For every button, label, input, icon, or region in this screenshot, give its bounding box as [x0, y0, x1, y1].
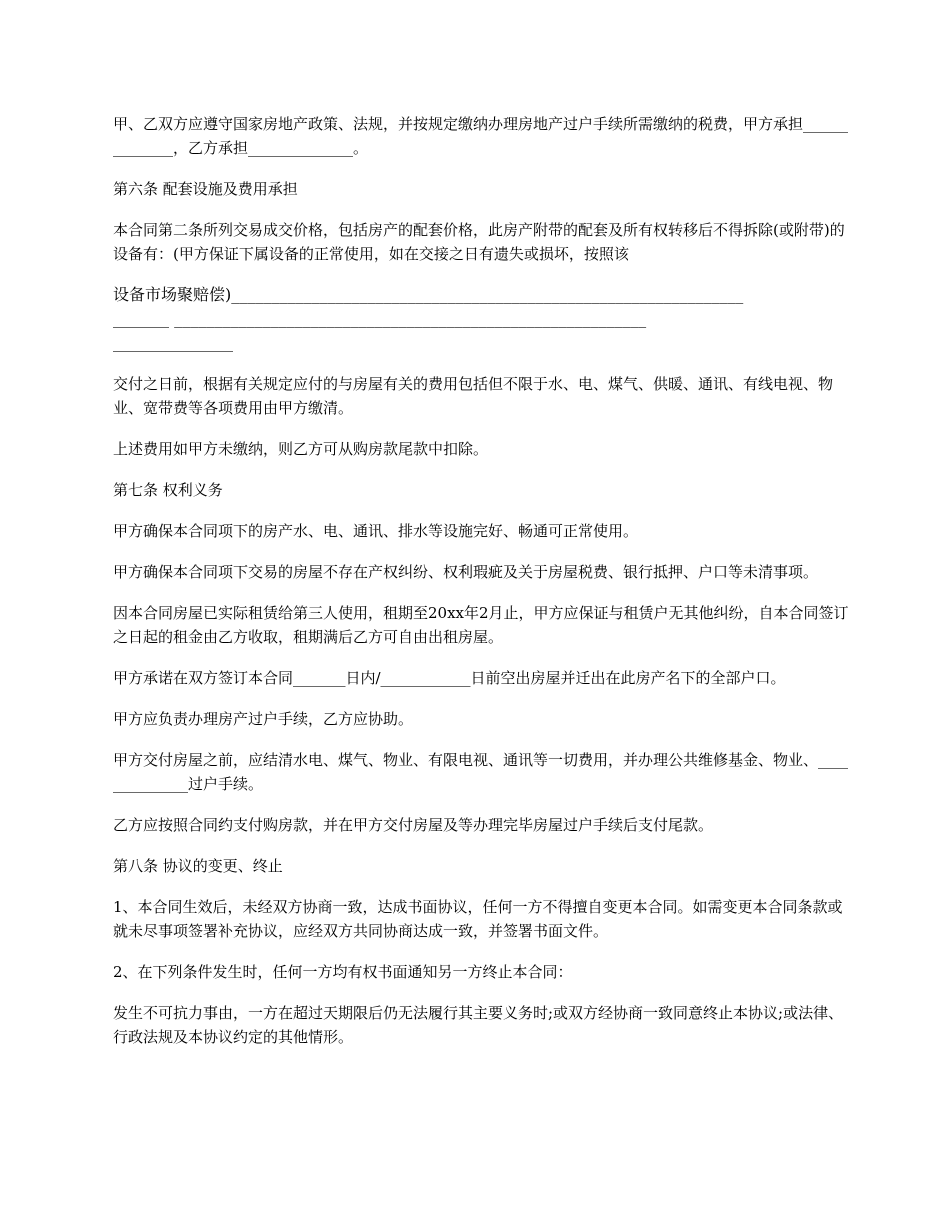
paragraph-transfer-procedure: 甲方应负责办理房产过户手续，乙方应协助。: [113, 710, 414, 728]
paragraph-termination-conditions: 2、在下列条件发生时，任何一方均有权书面通知另一方终止本合同：: [113, 963, 573, 981]
paragraph-tax-burden: 甲、乙双方应遵守国家房地产政策、法规，并按规定缴纳办理房地产过户手续所需缴纳的税费，甲方承担______________，乙方承担______________。: [113, 115, 849, 157]
paragraph-lease: 因本合同房屋已实际租赁给第三人使用，租期至20xx年2月止，甲方应保证与租赁户无其他纠纷，自本合同签订之日起的租金由乙方收取，租期满后乙方可自由出租房屋。: [113, 604, 849, 646]
paragraph-vacate: 甲方承诺在双方签订本合同_______日内/____________日前空出房屋并迁出在此房产名下的全部户口。: [113, 669, 786, 687]
paragraph-facilities: 本合同第二条所列交易成交价格，包括房产的配套价格，此房产附带的配套及所有权转移后不得拆除(或附带)的设备有：(甲方保证下属设备的正常使用，如在交接之日有遗失或损坏，按照该: [113, 221, 845, 263]
heading-article-8: 第八条 协议的变更、终止: [113, 857, 283, 875]
blank-line-1: ________________________________________________________________: [231, 285, 744, 304]
heading-article-6: 第六条 配套设施及费用承担: [113, 180, 298, 198]
paragraph-settle-fees: 甲方交付房屋之前，应结清水电、煤气、物业、有限电视、通讯等一切费用，并办理公共维修基金、物业、______________过户手续。: [113, 751, 849, 793]
paragraph-payment: 乙方应按照合同约支付购房款，并在甲方交付房屋及等办理完毕房屋过户手续后支付尾款。: [113, 816, 714, 834]
equipment-label: 设备市场聚赔偿): [113, 285, 232, 304]
paragraph-unpaid-fees: 上述费用如甲方未缴纳，则乙方可从购房款尾款中扣除。: [113, 440, 489, 458]
paragraph-force-majeure: 发生不可抗力事由，一方在超过天期限后仍无法履行其主要义务时;或双方经协商一致同意终止本协议;或法律、行政法规及本协议约定的其他情形。: [113, 1004, 844, 1046]
paragraph-no-disputes: 甲方确保本合同项下交易的房屋不存在产权纠纷、权利瑕疵及关于房屋税费、银行抵押、户口等未清事项。: [113, 563, 819, 581]
paragraph-facilities-ok: 甲方确保本合同项下的房产水、电、通讯、排水等设施完好、畅通可正常使用。: [113, 522, 639, 540]
blank-line-3: _______________: [113, 333, 233, 352]
paragraph-fees-before-delivery: 交付之日前，根据有关规定应付的与房屋有关的费用包括但不限于水、电、煤气、供暖、通讯、有线电视、物业、宽带费等各项费用由甲方缴清。: [113, 375, 834, 417]
heading-article-7: 第七条 权利义务: [113, 481, 223, 499]
blank-line-2: _______ ___________________________________________________________: [113, 309, 647, 328]
paragraph-amendment: 1、本合同生效后，未经双方协商一致，达成书面协议，任何一方不得擅自变更本合同。如需变更本合同条款或就未尽事项签署补充协议，应经双方共同协商达成一致，并签署书面文件。: [113, 898, 843, 940]
paragraph-equipment-compensation: [113, 283, 853, 355]
document-page: [113, 112, 853, 1066]
